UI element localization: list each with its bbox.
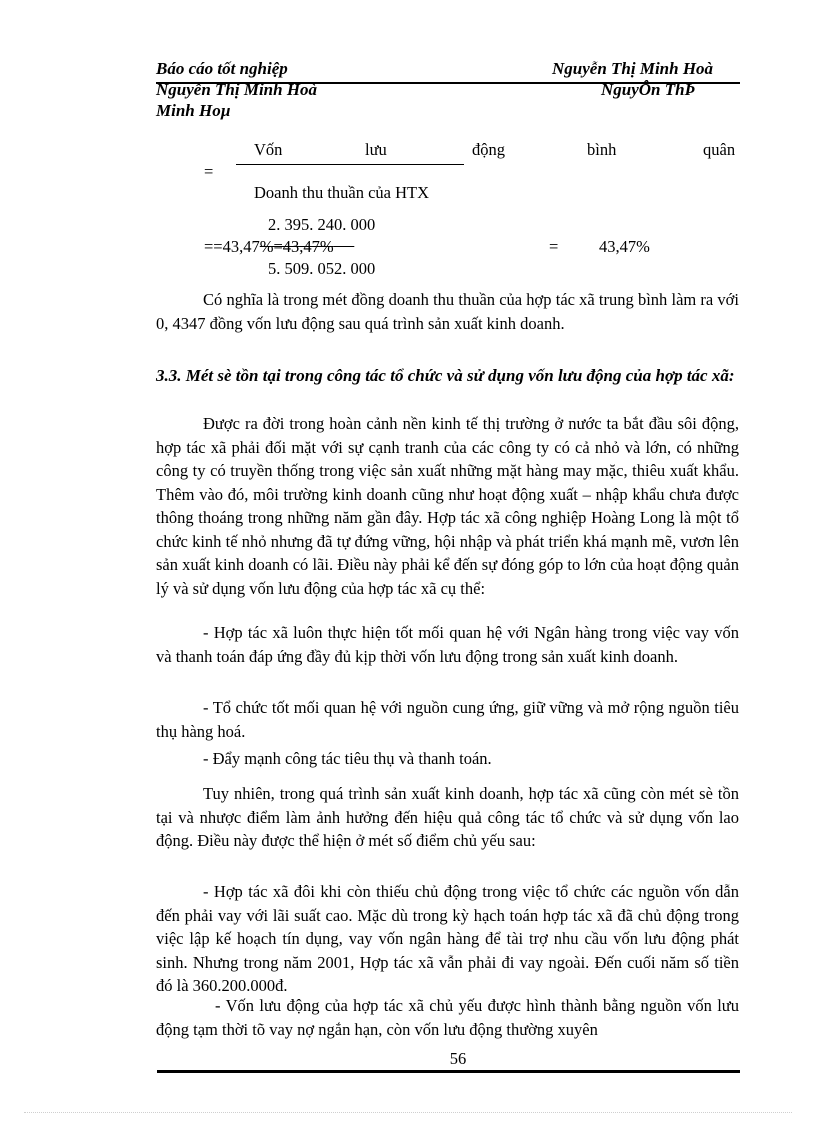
- bullet-4: - Hợp tác xã đôi khi còn thiếu chủ động trong việc tổ chức các nguồn vốn dẫn đến phải vay với lãi suất cao. Mặc dù trong kỳ hạch toán hợp tác xã đã chủ động trong việc lập kế hoạch tín dụng, vay vốn ngân hàng để tài trợ nhu cầu vốn lưu động phát sinh. Nhưng trong năm 2001, Hợp tác xã vẫn phải đi vay ngoài. Đến cuối năm số tiền đó là 360.200.000đ.: [156, 882, 739, 995]
- formula1-word-von: Vốn: [254, 140, 283, 159]
- formula2-lhs-prefix: ==43,47: [204, 237, 260, 256]
- formula2-lhs-tail: [334, 237, 355, 256]
- formula2-equals: =: [549, 237, 559, 256]
- bullet-3: - Đẩy mạnh công tác tiêu thụ và thanh toán.: [203, 749, 492, 768]
- paragraph-2: Được ra đời trong hoàn cảnh nền kinh tế thị trường ở nước ta bắt đầu sôi động, hợp tác xã phải đối mặt với sự cạnh tranh của các công ty có cả nhỏ và lớn, có những công ty có truyền thống trong việc sản xuất những mặt hàng may mặc, thiêu xuất khẩu. Thêm vào đó, môi trường kinh doanh cũng như hoạt động xuất – nhập khẩu chưa được thông thoáng trong những năm gần đây. Hợp tác xã công nghiệp Hoàng Long là một tổ chức kinh tế nhỏ nhưng đã tự đứng vững, hội nhập và phát triển khá mạnh mẽ, vươn lên sản xuất kinh doanh có lãi. Điều này phải kể đến sự đóng góp to lớn của hoạt động quản lý và sử dụng vốn lưu động của hợp tác xã cụ thể:: [156, 414, 739, 598]
- header-ghost-left: Nguyễn Thị Minh Hoà: [156, 80, 318, 99]
- formula1-equals: =: [204, 162, 214, 181]
- formula1-word-dong: động: [472, 140, 505, 159]
- bullet-1: - Hợp tác xã luôn thực hiện tốt mối quan hệ với Ngân hàng trong việc vay vốn và thanh toán đáp ứng đầy đủ kịp thời vốn lưu động trong sản xuất kinh doanh.: [156, 623, 739, 666]
- bullet-5: - Vốn lưu động của hợp tác xã chủ yếu được hình thành bằng nguồn vốn lưu động tạm thời tõ vay nợ ngắn hạn, còn vốn lưu động thường xuyên: [156, 996, 739, 1039]
- formula2-numerator: 2. 395. 240. 000: [268, 215, 376, 234]
- formula2-result: 43,47%: [599, 237, 650, 256]
- footer-rule: [157, 1070, 740, 1073]
- page-edge-dots: [24, 1112, 792, 1113]
- paragraph-1: Có nghĩa là trong mét đồng doanh thu thuần của hợp tác xã trung bình làm ra với 0, 4347 đồng vốn lưu động sau quá trình sản xuất kinh doanh.: [156, 290, 739, 333]
- page-number: 56: [449, 1049, 467, 1068]
- formula2-denominator: 5. 509. 052. 000: [268, 259, 376, 278]
- header-title-right: Nguyễn Thị Minh Hoà: [552, 59, 714, 78]
- header-ghost-right: NguyÔn ThÞ: [601, 80, 695, 99]
- section-heading: 3.3. Mét sè tồn tại trong công tác tổ chức và sử dụng vốn lưu động của hợp tác xã:: [156, 366, 735, 385]
- header-ghost-line2: Minh Hoµ: [156, 101, 231, 120]
- header-title-left: Báo cáo tốt nghiệp: [156, 59, 288, 78]
- bullet-2: - Tổ chức tốt mối quan hệ với nguồn cung ứng, giữ vững và mở rộng nguồn tiêu thụ hàng hoá.: [156, 698, 739, 741]
- formula1-fraction-bar: [236, 164, 464, 165]
- formula1-word-quan: quân: [703, 140, 736, 159]
- formula1-word-luu: lưu: [365, 140, 387, 159]
- paragraph-3: Tuy nhiên, trong quá trình sản xuất kinh doanh, hợp tác xã cũng còn mét sè tồn tại và nhược điểm làm ảnh hưởng đến hiệu quả công tác tổ chức và sử dụng vốn lao động. Điều này được thể hiện ở mét số điểm chủ yếu sau:: [156, 784, 739, 850]
- formula2-lhs: [204, 235, 354, 259]
- formula1-word-binh: bình: [587, 140, 617, 159]
- formula1-denominator: Doanh thu thuần của HTX: [254, 183, 430, 202]
- formula2-lhs-strike: %=43,47%: [259, 237, 334, 256]
